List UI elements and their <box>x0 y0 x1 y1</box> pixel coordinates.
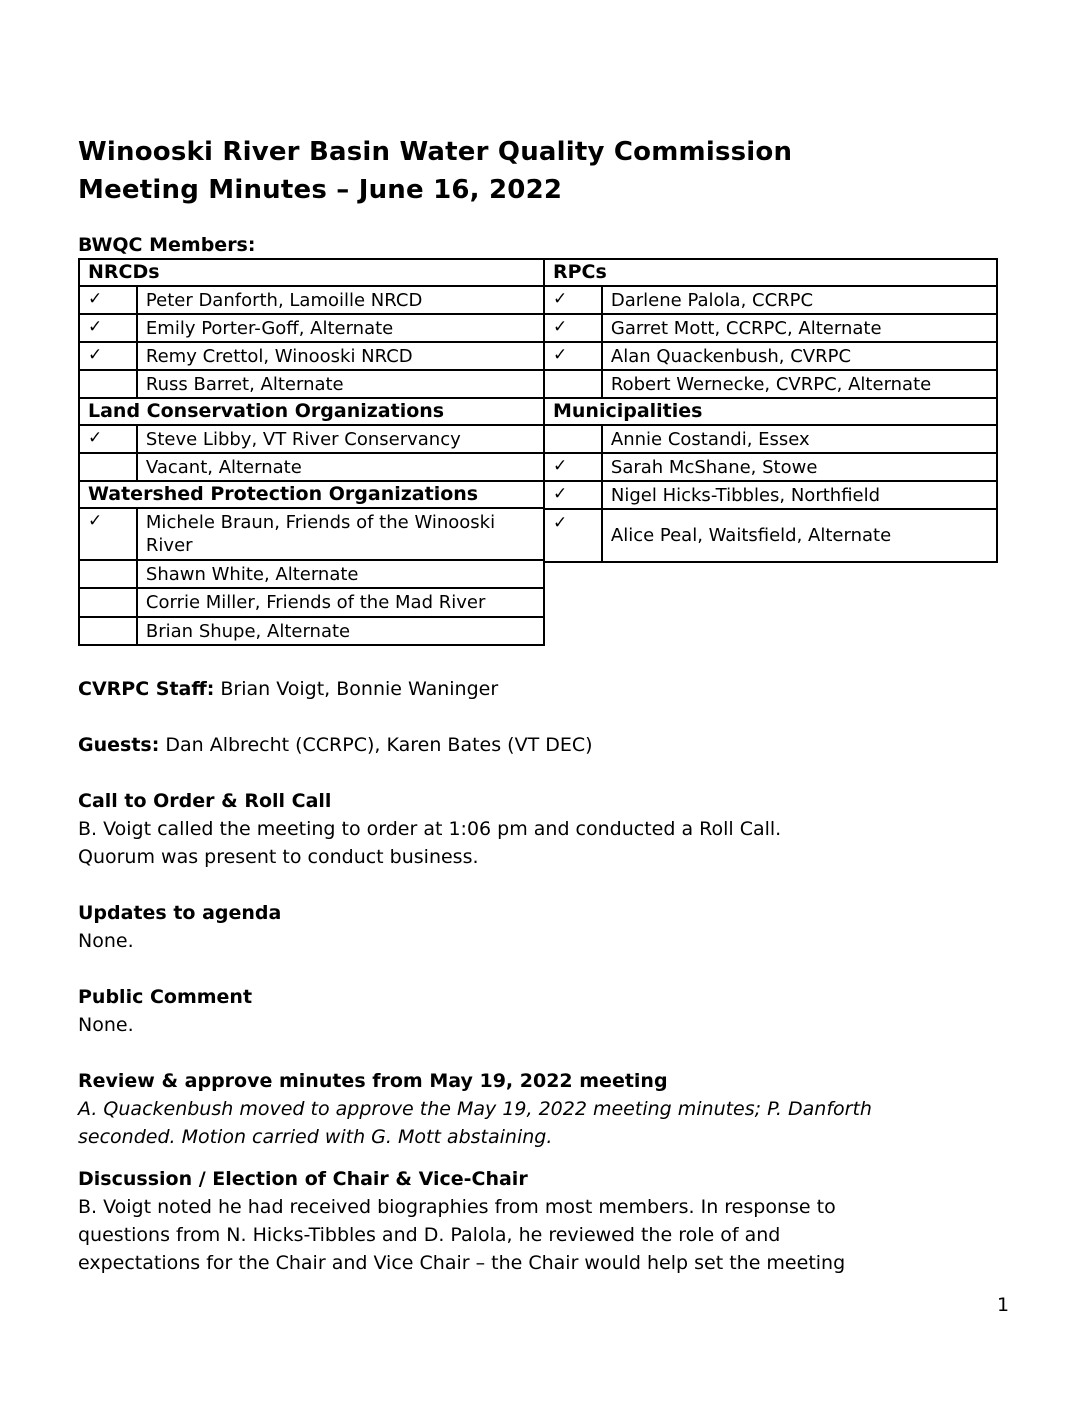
section-body <box>78 1095 998 1151</box>
member-name: Shawn White, Alternate <box>137 560 544 588</box>
paragraph-line: seconded. Motion carried with G. Mott abstaining. <box>78 1126 553 1148</box>
table-row <box>544 342 997 370</box>
table-row <box>79 508 544 560</box>
member-name: Vacant, Alternate <box>137 453 544 481</box>
member-name: Brian Shupe, Alternate <box>137 617 544 645</box>
table-row <box>79 286 544 314</box>
attendance-checkmark: ✓ <box>544 453 602 481</box>
attendance-checkmark: ✓ <box>544 314 602 342</box>
category-header: Municipalities <box>544 398 997 425</box>
section-body <box>78 1011 998 1039</box>
attendance-checkmark <box>544 370 602 398</box>
member-name: Peter Danforth, Lamoille NRCD <box>137 286 544 314</box>
section-call-to-order <box>78 787 998 871</box>
section-heading: Public Comment <box>78 986 253 1008</box>
paragraph-line: Quorum was present to conduct business. <box>78 846 479 868</box>
table-row <box>79 425 544 453</box>
attendance-checkmark <box>79 617 137 645</box>
table-row <box>544 286 997 314</box>
attendance-checkmark: ✓ <box>544 286 602 314</box>
table-row <box>79 588 544 617</box>
section-heading: Review & approve minutes from May 19, 2022 meeting <box>78 1070 668 1092</box>
category-header: RPCs <box>544 259 997 286</box>
table-row <box>79 453 544 481</box>
attendance-checkmark: ✓ <box>544 342 602 370</box>
member-name: Michele Braun, Friends of the Winooski River <box>137 508 544 560</box>
section-discussion-election <box>78 1165 998 1277</box>
member-name: Remy Crettol, Winooski NRCD <box>137 342 544 370</box>
member-name: Alan Quackenbush, CVRPC <box>602 342 997 370</box>
member-name: Russ Barret, Alternate <box>137 370 544 398</box>
page-title: Winooski River Basin Water Quality Commission <box>78 137 793 167</box>
section-heading: Updates to agenda <box>78 902 282 924</box>
attendance-checkmark <box>544 425 602 453</box>
member-name: Robert Wernecke, CVRPC, Alternate <box>602 370 997 398</box>
member-name: Darlene Palola, CCRPC <box>602 286 997 314</box>
table-row <box>79 617 544 645</box>
table-row <box>544 425 997 453</box>
attendance-checkmark <box>79 453 137 481</box>
members-table-label: BWQC Members: <box>78 234 256 256</box>
section-body <box>78 927 998 955</box>
section-heading: Discussion / Election of Chair & Vice-Chair <box>78 1168 528 1190</box>
attendance-checkmark: ✓ <box>79 342 137 370</box>
attendance-checkmark: ✓ <box>544 481 602 509</box>
table-row <box>544 481 997 509</box>
member-name: Sarah McShane, Stowe <box>602 453 997 481</box>
member-name: Alice Peal, Waitsfield, Alternate <box>602 509 997 562</box>
staff-names: Brian Voigt, Bonnie Waninger <box>220 678 499 700</box>
section-heading: Call to Order & Roll Call <box>78 790 332 812</box>
table-row <box>79 342 544 370</box>
paragraph-line: B. Voigt noted he had received biographies from most members. In response to <box>78 1196 836 1218</box>
member-name: Nigel Hicks-Tibbles, Northfield <box>602 481 997 509</box>
attendance-checkmark: ✓ <box>544 509 602 562</box>
members-table-left <box>78 258 545 646</box>
guests-names: Dan Albrecht (CCRPC), Karen Bates (VT DEC) <box>165 734 593 756</box>
table-row <box>544 370 997 398</box>
attendance-checkmark: ✓ <box>79 425 137 453</box>
paragraph-line: expectations for the Chair and Vice Chair – the Chair would help set the meeting <box>78 1252 846 1274</box>
paragraph-line: A. Quackenbush moved to approve the May 19, 2022 meeting minutes; P. Danforth <box>78 1098 872 1120</box>
member-name: Annie Costandi, Essex <box>602 425 997 453</box>
member-name: Steve Libby, VT River Conservancy <box>137 425 544 453</box>
category-header: Watershed Protection Organizations <box>79 481 544 508</box>
members-table-right <box>543 258 998 563</box>
members-table <box>78 258 998 646</box>
guests-line <box>78 731 998 759</box>
member-name: Emily Porter-Goff, Alternate <box>137 314 544 342</box>
table-row <box>79 560 544 588</box>
table-row <box>79 370 544 398</box>
table-row <box>544 314 997 342</box>
section-body <box>78 1193 998 1277</box>
attendance-checkmark: ✓ <box>79 286 137 314</box>
attendance-checkmark <box>79 560 137 588</box>
section-updates-to-agenda <box>78 899 998 955</box>
attendance-checkmark <box>79 370 137 398</box>
attendance-checkmark: ✓ <box>79 508 137 560</box>
category-header: NRCDs <box>79 259 544 286</box>
attendance-checkmark: ✓ <box>79 314 137 342</box>
page-title-date: Meeting Minutes – June 16, 2022 <box>78 175 563 205</box>
guests-label: Guests: <box>78 734 160 756</box>
category-header: Land Conservation Organizations <box>79 398 544 425</box>
page-number: 1 <box>997 1294 1010 1316</box>
paragraph-line: B. Voigt called the meeting to order at 1:06 pm and conducted a Roll Call. <box>78 818 782 840</box>
section-review-minutes <box>78 1067 998 1151</box>
attendance-checkmark <box>79 588 137 617</box>
member-name: Corrie Miller, Friends of the Mad River <box>137 588 544 617</box>
paragraph-line: None. <box>78 1014 134 1036</box>
table-row <box>544 453 997 481</box>
paragraph-line: None. <box>78 930 134 952</box>
member-name: Garret Mott, CCRPC, Alternate <box>602 314 997 342</box>
staff-line <box>78 675 998 703</box>
section-body <box>78 815 998 871</box>
table-row <box>544 509 997 562</box>
section-public-comment <box>78 983 998 1039</box>
paragraph-line: questions from N. Hicks-Tibbles and D. Palola, he reviewed the role of and <box>78 1224 781 1246</box>
table-row <box>79 314 544 342</box>
staff-label: CVRPC Staff: <box>78 678 215 700</box>
